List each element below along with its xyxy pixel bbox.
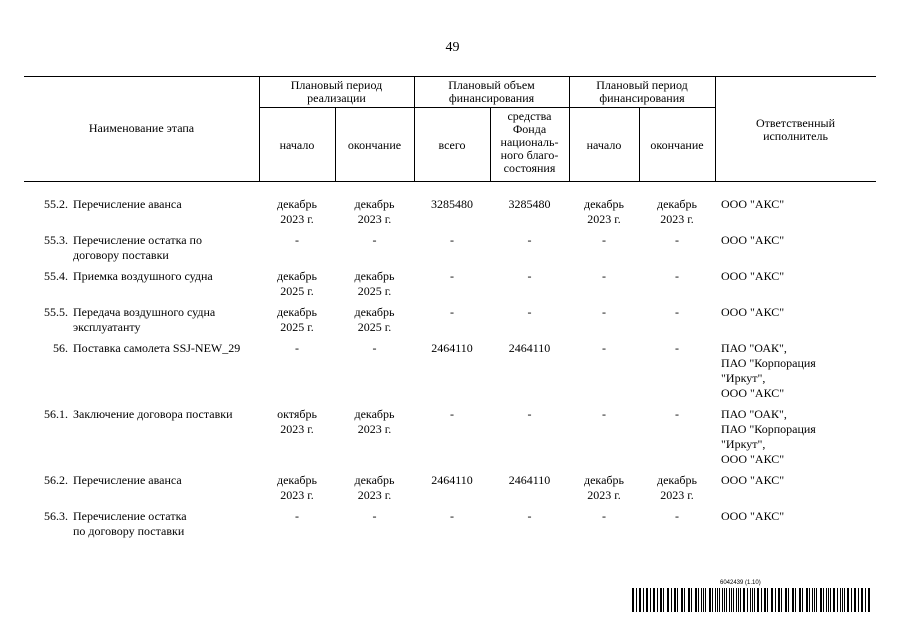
barcode-bar [640, 588, 641, 612]
cell-line: Перечисление аванса [73, 197, 182, 211]
cell-line: - [527, 269, 532, 283]
row-total [414, 269, 490, 284]
row-fin-end [639, 509, 715, 524]
row-total [414, 509, 490, 524]
row-start [259, 269, 335, 299]
row-fin-start [569, 197, 639, 227]
row-responsible [721, 197, 876, 212]
cell-line: договору поставки [73, 248, 169, 262]
row-name [73, 341, 259, 356]
cell-line: ООО "АКС" [721, 509, 785, 523]
cell-line: - [602, 233, 606, 247]
row-fin-start [569, 233, 639, 248]
cell-line: Перечисление остатка по [73, 233, 202, 247]
header-top-rule [24, 76, 876, 77]
barcode [632, 588, 872, 612]
cell-line: декабрь [584, 197, 624, 211]
cell-line: ПАО "ОАК", [721, 341, 787, 355]
cell-line: - [675, 269, 679, 283]
row-number [24, 233, 68, 248]
row-total [414, 305, 490, 320]
row-responsible [721, 233, 876, 248]
cell-line: Приемка воздушного судна [73, 269, 213, 283]
barcode-bar [834, 588, 835, 612]
row-fin-end [639, 341, 715, 356]
barcode-bar [771, 588, 772, 612]
cell-line: - [450, 269, 454, 283]
cell-line: декабрь [277, 473, 317, 487]
header-line: Ответственный [755, 116, 836, 130]
row-start [259, 197, 335, 227]
row-fund [490, 341, 569, 356]
cell-line: 55.3. [44, 233, 68, 247]
header-total: всего [438, 138, 466, 152]
cell-line: - [602, 269, 606, 283]
cell-line: "Иркут", [721, 371, 766, 385]
header-line: Плановый объем [448, 78, 535, 92]
row-fin-start [569, 341, 639, 356]
cell-line: ПАО "Корпорация [721, 356, 816, 370]
row-number [24, 197, 68, 212]
cell-line: декабрь [277, 269, 317, 283]
barcode-label: 6042439 (1.10) [720, 580, 761, 586]
cell-line: 2023 г. [357, 422, 392, 436]
header-fund [490, 110, 569, 175]
row-number [24, 509, 68, 524]
row-number [24, 269, 68, 284]
cell-line: 2023 г. [280, 212, 314, 226]
cell-line: 56.3. [44, 509, 68, 523]
row-responsible [721, 509, 876, 524]
row-number [24, 407, 68, 422]
cell-line: 2025 г. [357, 320, 392, 334]
cell-line: - [450, 509, 454, 523]
header-line: реализации [307, 91, 366, 105]
row-number [24, 341, 68, 356]
cell-line: эксплуатанту [73, 320, 141, 334]
row-name [73, 509, 259, 539]
barcode-bar [705, 588, 706, 612]
row-fin-end [639, 473, 715, 503]
cell-line: ООО "АКС" [721, 452, 785, 466]
header-line: средства [507, 109, 552, 123]
cell-line: по договору поставки [73, 524, 185, 538]
header-line: Плановый период [596, 78, 688, 92]
cell-line: декабрь [657, 197, 697, 211]
cell-line: - [675, 233, 679, 247]
cell-line: Передача воздушного судна [73, 305, 216, 319]
cell-line: 2023 г. [357, 212, 392, 226]
cell-line: - [602, 305, 606, 319]
header-name: Наименование этапа [88, 121, 195, 135]
header-bottom-rule [24, 181, 876, 182]
row-fund [490, 197, 569, 212]
cell-line: 56.1. [44, 407, 68, 421]
header-fin-end: окончание [650, 138, 704, 152]
row-fin-start [569, 509, 639, 524]
header-volume [414, 79, 569, 105]
row-end [335, 233, 414, 248]
cell-line: 55.4. [44, 269, 68, 283]
row-fin-end [639, 407, 715, 422]
cell-line: декабрь [354, 305, 395, 319]
cell-line: - [527, 509, 532, 523]
cell-line: 2023 г. [660, 212, 694, 226]
row-end [335, 509, 414, 524]
cell-line: 2464110 [508, 473, 551, 487]
cell-line: декабрь [277, 197, 317, 211]
barcode-bar [750, 588, 751, 612]
row-responsible [721, 305, 876, 320]
cell-line: - [675, 509, 679, 523]
cell-line: Перечисление аванса [73, 473, 182, 487]
row-number [24, 305, 68, 320]
cell-line: - [372, 233, 377, 247]
row-name [73, 305, 259, 335]
header-line: ного благо- [500, 148, 559, 162]
header-fin-start: начало [586, 138, 622, 152]
cell-line: "Иркут", [721, 437, 766, 451]
cell-line: 55.5. [44, 305, 68, 319]
cell-line: - [295, 233, 299, 247]
cell-line: Заключение договора поставки [73, 407, 233, 421]
row-end [335, 197, 414, 227]
cell-line: ПАО "ОАК", [721, 407, 787, 421]
cell-line: - [450, 305, 454, 319]
row-end [335, 341, 414, 356]
cell-line: 2023 г. [587, 212, 621, 226]
page-number: 49 [445, 40, 460, 55]
header-line: Фонда [512, 122, 547, 136]
cell-line: декабрь [657, 473, 697, 487]
cell-line: - [372, 341, 377, 355]
cell-line: - [602, 509, 606, 523]
cell-line: 2023 г. [660, 488, 694, 502]
cell-line: - [675, 305, 679, 319]
row-responsible [721, 473, 876, 488]
cell-line: ООО "АКС" [721, 197, 785, 211]
header-line: состояния [503, 161, 556, 175]
row-fin-end [639, 233, 715, 248]
cell-line: октябрь [277, 407, 317, 421]
row-total [414, 197, 490, 212]
cell-line: - [527, 233, 532, 247]
cell-line: декабрь [584, 473, 624, 487]
row-responsible [721, 269, 876, 284]
row-start [259, 305, 335, 335]
cell-line: ООО "АКС" [721, 386, 785, 400]
barcode-bar [729, 588, 730, 612]
cell-line: - [527, 407, 532, 421]
cell-line: декабрь [354, 407, 395, 421]
header-period-impl [259, 79, 414, 105]
row-start [259, 341, 335, 356]
row-responsible [721, 341, 876, 401]
header-period-fin [569, 79, 715, 105]
cell-line: 2464110 [508, 341, 551, 355]
header-line: финансирования [599, 91, 685, 105]
cell-line: 2025 г. [280, 284, 314, 298]
barcode-bar [793, 588, 794, 612]
row-start [259, 473, 335, 503]
row-total [414, 341, 490, 356]
cell-line: - [295, 341, 299, 355]
cell-line: ООО "АКС" [721, 233, 785, 247]
row-start [259, 509, 335, 524]
cell-line: 2025 г. [357, 284, 392, 298]
barcode-bar [684, 588, 685, 612]
header-start: начало [279, 138, 315, 152]
cell-line: - [675, 407, 679, 421]
row-end [335, 473, 414, 503]
cell-line: 2025 г. [280, 320, 314, 334]
cell-line: декабрь [354, 473, 395, 487]
cell-line: - [372, 509, 377, 523]
row-fin-end [639, 269, 715, 284]
header-line: националь- [500, 135, 559, 149]
cell-line: 2023 г. [357, 488, 392, 502]
cell-line: 3285480 [431, 197, 473, 211]
cell-line: 2023 г. [280, 422, 314, 436]
row-responsible [721, 407, 876, 467]
header-line: исполнитель [763, 129, 828, 143]
cell-line: - [527, 305, 532, 319]
row-fin-start [569, 305, 639, 320]
row-start [259, 233, 335, 248]
cell-line: - [295, 509, 299, 523]
row-start [259, 407, 335, 437]
header-line: финансирования [448, 91, 535, 105]
cell-line: ООО "АКС" [721, 473, 785, 487]
row-fund [490, 407, 569, 422]
cell-line: ООО "АКС" [721, 305, 785, 319]
row-end [335, 407, 414, 437]
cell-line: - [450, 407, 454, 421]
cell-line: декабрь [277, 305, 317, 319]
header-end: окончание [347, 138, 402, 152]
cell-line: Перечисление остатка [73, 509, 187, 523]
cell-line: 56.2. [44, 473, 68, 487]
row-fin-start [569, 473, 639, 503]
row-total [414, 233, 490, 248]
cell-line: - [602, 341, 606, 355]
row-end [335, 269, 414, 299]
row-fund [490, 473, 569, 488]
cell-line: 2023 г. [280, 488, 314, 502]
cell-line: 56. [53, 341, 68, 355]
row-fund [490, 233, 569, 248]
cell-line: ООО "АКС" [721, 269, 785, 283]
row-number [24, 473, 68, 488]
cell-line: 2023 г. [587, 488, 621, 502]
row-name [73, 473, 259, 488]
header-responsible [715, 117, 876, 143]
row-name [73, 197, 259, 212]
row-name [73, 407, 259, 422]
barcode-bar [663, 588, 664, 612]
row-name [73, 269, 259, 284]
cell-line: декабрь [354, 197, 395, 211]
cell-line: 55.2. [44, 197, 68, 211]
header-line: Плановый период [290, 78, 383, 92]
cell-line: 2464110 [431, 341, 473, 355]
cell-line: - [450, 233, 454, 247]
row-total [414, 473, 490, 488]
cell-line: - [675, 341, 679, 355]
row-fin-end [639, 305, 715, 320]
row-fund [490, 305, 569, 320]
header-mid-rule [259, 107, 715, 108]
barcode-bar [858, 588, 859, 612]
row-name [73, 233, 259, 263]
row-fin-start [569, 407, 639, 422]
cell-line: 3285480 [508, 197, 551, 211]
cell-line: - [602, 407, 606, 421]
row-total [414, 407, 490, 422]
cell-line: 2464110 [431, 473, 473, 487]
cell-line: декабрь [354, 269, 395, 283]
row-fin-end [639, 197, 715, 227]
cell-line: Поставка самолета SSJ-NEW_29 [73, 341, 241, 355]
row-end [335, 305, 414, 335]
row-fund [490, 509, 569, 524]
cell-line: ПАО "Корпорация [721, 422, 816, 436]
barcode-bar [814, 588, 815, 612]
row-fund [490, 269, 569, 284]
row-fin-start [569, 269, 639, 284]
